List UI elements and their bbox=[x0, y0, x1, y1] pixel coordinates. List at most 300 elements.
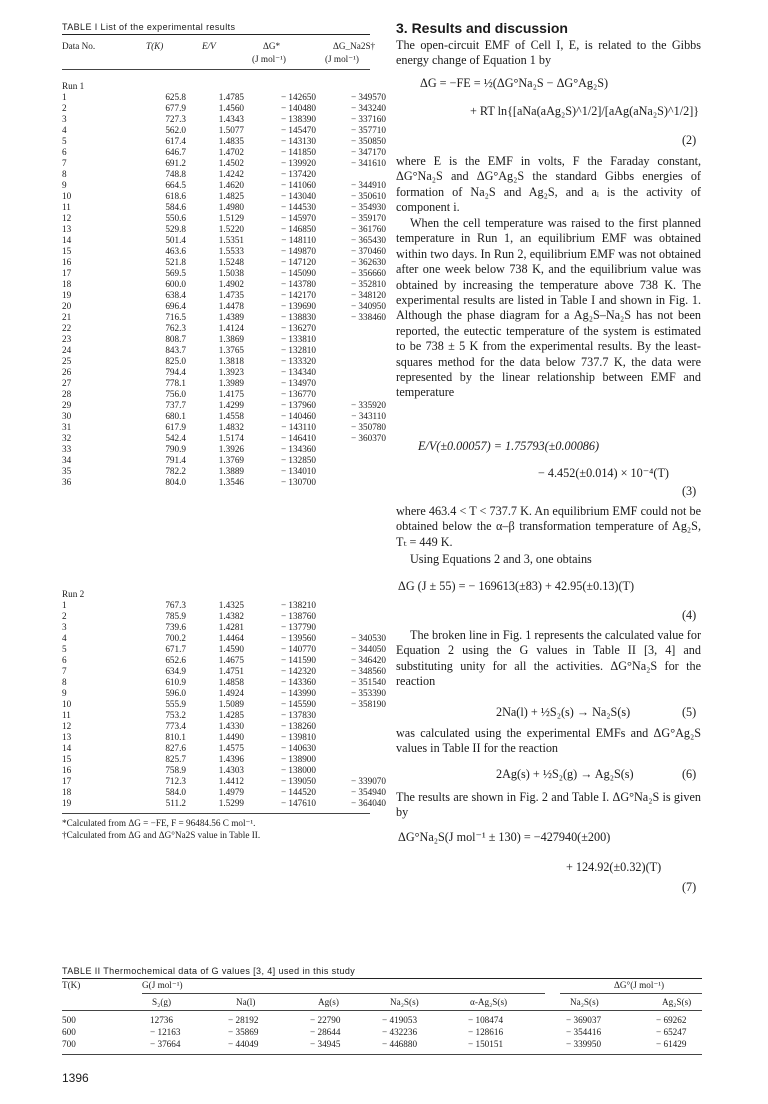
table-row bbox=[62, 411, 386, 422]
table-cell: 739.6 bbox=[165, 622, 186, 632]
table-cell: 1.5248 bbox=[218, 257, 244, 267]
table-cell: − 143110 bbox=[281, 422, 316, 432]
table2-column-header: S₂(g) bbox=[152, 997, 172, 1007]
table2-header-dg: ΔG°(J mol⁻¹) bbox=[614, 980, 665, 990]
table-cell: 748.8 bbox=[165, 169, 186, 179]
table-cell: − 134360 bbox=[280, 444, 316, 454]
table-row bbox=[62, 776, 386, 787]
table-row bbox=[62, 158, 386, 169]
table-cell: 737.7 bbox=[165, 400, 186, 410]
table-cell: 1.5038 bbox=[218, 268, 244, 278]
table-cell: 18 bbox=[62, 787, 72, 797]
table2-cell: − 339950 bbox=[566, 1039, 602, 1049]
table-cell bbox=[316, 622, 386, 633]
table-cell: 27 bbox=[62, 378, 72, 388]
table-cell bbox=[316, 743, 386, 754]
table2-cell: − 61429 bbox=[656, 1039, 687, 1049]
table-cell: 16 bbox=[62, 257, 72, 267]
table-cell: 14 bbox=[62, 743, 72, 753]
table1-head-rule bbox=[62, 69, 370, 70]
table-cell: 562.0 bbox=[165, 125, 186, 135]
table1-run2-body bbox=[62, 600, 386, 809]
table-cell: − 139920 bbox=[280, 158, 316, 168]
table-row bbox=[62, 644, 386, 655]
table1-unit-dgna2s: (J mol⁻¹) bbox=[325, 54, 359, 64]
table-cell: 1.4902 bbox=[218, 279, 244, 289]
table-row bbox=[62, 268, 386, 279]
table-row bbox=[62, 732, 386, 743]
table-cell: 17 bbox=[62, 268, 72, 278]
table-row bbox=[62, 378, 386, 389]
table-cell: 521.8 bbox=[165, 257, 186, 267]
table-cell: − 141060 bbox=[280, 180, 316, 190]
table-cell: 11 bbox=[62, 710, 71, 720]
table-cell: − 136270 bbox=[280, 323, 316, 333]
table1-header-temp: T(K) bbox=[146, 41, 164, 51]
table-cell: − 138900 bbox=[280, 754, 316, 764]
table-cell bbox=[316, 389, 386, 400]
table2-cell: − 432236 bbox=[382, 1027, 418, 1037]
table-cell: 33 bbox=[62, 444, 72, 454]
table2-row-temp: 600 bbox=[62, 1027, 76, 1037]
table-row bbox=[62, 169, 386, 180]
table2-cell: − 37664 bbox=[150, 1039, 181, 1049]
table-cell: 696.4 bbox=[165, 301, 186, 311]
table-cell: − 137420 bbox=[280, 169, 316, 179]
table-cell: 1.4325 bbox=[218, 600, 244, 610]
table-cell: 808.7 bbox=[165, 334, 186, 344]
table-row bbox=[62, 611, 386, 622]
table-cell: − 140770 bbox=[280, 644, 316, 654]
table-cell: − 143780 bbox=[280, 279, 316, 289]
table-row bbox=[62, 257, 386, 268]
table2-column-header: Ag(s) bbox=[318, 997, 339, 1007]
table2-cell: − 28644 bbox=[310, 1027, 341, 1037]
table-cell bbox=[316, 378, 386, 389]
table-cell: − 354930 bbox=[350, 202, 386, 212]
table2-cell: − 128616 bbox=[468, 1027, 504, 1037]
table-cell: 4 bbox=[62, 633, 67, 643]
table1-top-rule bbox=[62, 34, 370, 35]
table-cell: 778.1 bbox=[165, 378, 186, 388]
table2-cell: − 34945 bbox=[310, 1039, 341, 1049]
equation-3-number: (3) bbox=[682, 484, 697, 498]
paragraph-4: where 463.4 < T < 737.7 K. An equilibrium EMF could not be obtained below the α–β transformation temperature of Ag₂S, Tₜ = 449 K. bbox=[396, 504, 701, 549]
table-cell: 762.3 bbox=[165, 323, 186, 333]
table-cell: − 146850 bbox=[280, 224, 316, 234]
table-cell: 584.6 bbox=[165, 202, 186, 212]
table-cell: 1.5351 bbox=[218, 235, 244, 245]
table-cell: 727.3 bbox=[165, 114, 186, 124]
table1-footnote1: *Calculated from ΔG = −FE, F = 96484.56 C mol⁻¹. bbox=[62, 818, 256, 828]
table-cell bbox=[316, 732, 386, 743]
table-row bbox=[62, 180, 386, 191]
table-cell: − 138390 bbox=[280, 114, 316, 124]
table-cell: − 358190 bbox=[350, 699, 386, 709]
table-cell: − 136770 bbox=[280, 389, 316, 399]
table-row bbox=[62, 688, 386, 699]
table-cell: − 338460 bbox=[350, 312, 386, 322]
table-cell: 29 bbox=[62, 400, 72, 410]
table-cell: 23 bbox=[62, 334, 72, 344]
table-cell: 1.3869 bbox=[218, 334, 244, 344]
table-cell: 1 bbox=[62, 92, 67, 102]
table-cell: 1.4343 bbox=[218, 114, 244, 124]
table-cell: − 138210 bbox=[280, 600, 316, 610]
equation-7-line2: + 124.92(±0.32)(T) bbox=[566, 860, 662, 874]
table-cell: − 365430 bbox=[350, 235, 386, 245]
paragraph-8: The results are shown in Fig. 2 and Table I. ΔG°Na₂S is given by bbox=[396, 790, 701, 820]
table-row bbox=[62, 92, 386, 103]
table-cell bbox=[316, 611, 386, 622]
table2-top-rule bbox=[62, 978, 702, 979]
table-cell: − 134970 bbox=[280, 378, 316, 388]
table-cell bbox=[316, 323, 386, 334]
table-row bbox=[62, 710, 386, 721]
table-cell: 501.4 bbox=[165, 235, 186, 245]
table-cell: 758.9 bbox=[165, 765, 186, 775]
table-row bbox=[62, 754, 386, 765]
table-row bbox=[62, 633, 386, 644]
table-cell: − 141590 bbox=[280, 655, 316, 665]
table-cell: − 337160 bbox=[350, 114, 386, 124]
table-cell: 6 bbox=[62, 147, 67, 157]
table-row bbox=[62, 622, 386, 633]
table-cell: 463.6 bbox=[165, 246, 186, 256]
table-cell: 716.5 bbox=[165, 312, 186, 322]
table2-row-temp: 700 bbox=[62, 1039, 76, 1049]
table-cell bbox=[316, 754, 386, 765]
table-cell: − 139810 bbox=[280, 732, 316, 742]
paragraph-1: The open-circuit EMF of Cell I, E, is related to the Gibbs energy change of Equation 1 by bbox=[396, 38, 701, 68]
paragraph-6: The broken line in Fig. 1 represents the calculated value for Equation 2 using the G values in Table II [3, 4] and substituting unity for all the activities. ΔG°Na₂S for the reaction bbox=[396, 628, 701, 689]
table-cell: 13 bbox=[62, 732, 72, 742]
table1-footnote2: †Calculated from ΔG and ΔG°Na2S value in Table II. bbox=[62, 830, 261, 840]
table-cell: − 348560 bbox=[350, 666, 386, 676]
table-cell: − 144520 bbox=[280, 787, 316, 797]
table-cell: − 147610 bbox=[280, 798, 316, 808]
table2-cell: − 65247 bbox=[656, 1027, 687, 1037]
table-cell: − 138260 bbox=[280, 721, 316, 731]
equation-5-number: (5) bbox=[682, 705, 697, 719]
table-cell: 827.6 bbox=[165, 743, 186, 753]
table1-header-dgna2s: ΔG_Na2S† bbox=[333, 41, 376, 51]
table-cell: − 140480 bbox=[280, 103, 316, 113]
table-cell: 700.2 bbox=[165, 633, 186, 643]
table-cell: 610.9 bbox=[165, 677, 186, 687]
table-cell: 1.4124 bbox=[218, 323, 244, 333]
table-cell: − 343240 bbox=[350, 103, 386, 113]
table-cell: 1.3769 bbox=[218, 455, 244, 465]
table-row bbox=[62, 721, 386, 732]
table1-run1-body bbox=[62, 92, 386, 488]
table-row bbox=[62, 455, 386, 466]
table-cell: − 145970 bbox=[280, 213, 316, 223]
table1-bottom-rule bbox=[62, 813, 370, 814]
table-cell: − 140460 bbox=[280, 411, 316, 421]
table-cell: 825.0 bbox=[165, 356, 186, 366]
table-cell: 35 bbox=[62, 466, 72, 476]
table-cell: 825.7 bbox=[165, 754, 186, 764]
table-cell: 32 bbox=[62, 433, 72, 443]
table-cell: 1.4979 bbox=[218, 787, 244, 797]
table-cell bbox=[316, 466, 386, 477]
table-cell: 15 bbox=[62, 754, 72, 764]
table-cell: − 350850 bbox=[350, 136, 386, 146]
table-cell: 1.4412 bbox=[218, 776, 244, 786]
table-cell: − 132850 bbox=[280, 455, 316, 465]
table-cell: 790.9 bbox=[165, 444, 186, 454]
table-cell: 1.5129 bbox=[218, 213, 244, 223]
table-cell bbox=[316, 455, 386, 466]
table-cell: 618.6 bbox=[165, 191, 186, 201]
table-cell: − 140630 bbox=[280, 743, 316, 753]
table2-cell: − 446880 bbox=[382, 1039, 418, 1049]
table-cell: 677.9 bbox=[165, 103, 186, 113]
table-cell: 638.4 bbox=[165, 290, 186, 300]
section-title: 3. Results and discussion bbox=[396, 20, 568, 36]
table-cell: 21 bbox=[62, 312, 72, 322]
table-cell: − 142650 bbox=[280, 92, 316, 102]
table-cell: − 143990 bbox=[280, 688, 316, 698]
table-cell: 756.0 bbox=[165, 389, 186, 399]
table-cell: 2 bbox=[62, 611, 67, 621]
equation-6: 2Ag(s) + ½S₂(g) → Ag₂S(s) bbox=[496, 767, 634, 781]
table-cell: − 144530 bbox=[280, 202, 316, 212]
table-cell: 1.4242 bbox=[218, 169, 244, 179]
table-cell bbox=[316, 367, 386, 378]
table2-cell: − 69262 bbox=[656, 1015, 687, 1025]
table-cell: 10 bbox=[62, 191, 72, 201]
table-cell: 8 bbox=[62, 169, 67, 179]
table2-column-header: Na₂S(s) bbox=[570, 997, 599, 1007]
table-cell bbox=[316, 356, 386, 367]
table-cell: 1.4575 bbox=[218, 743, 244, 753]
page-number: 1396 bbox=[62, 1071, 89, 1085]
table-row bbox=[62, 798, 386, 809]
table-cell: 1.4382 bbox=[218, 611, 244, 621]
paragraph-3: When the cell temperature was raised to the first planned temperature in Run 1, an equilibrium EMF was obtained within two days. In Run 2, equilibrium EMF was not obtained after one week below 738 K, and the equilibrium value was obtained by increasing the temperature above 738 K. The experimental results are listed in Table I and shown in Fig. 1. Although the phase diagram for a Ag₂S–Na₂S has not been reported, the eutectic temperature of the system is estimated to be 738 ± 5 K from the experimental results. By the least-squares method for the data below 737.7 K, the data were represented by the linear relationship between EMF and temperature bbox=[396, 216, 701, 400]
table-cell: − 138000 bbox=[280, 765, 316, 775]
table-cell: 2 bbox=[62, 103, 67, 113]
table-cell: 542.4 bbox=[165, 433, 186, 443]
table-cell: 3 bbox=[62, 622, 67, 632]
table-cell: 634.9 bbox=[165, 666, 186, 676]
table-cell: 28 bbox=[62, 389, 72, 399]
table-cell: 1.4558 bbox=[218, 411, 244, 421]
table2-cell: − 419053 bbox=[382, 1015, 418, 1025]
table-cell bbox=[316, 334, 386, 345]
table-row bbox=[62, 787, 386, 798]
table-cell: 691.2 bbox=[165, 158, 186, 168]
table1-header-emf: E/V bbox=[202, 41, 216, 51]
table-row bbox=[62, 356, 386, 367]
table-row bbox=[62, 290, 386, 301]
table-cell: − 137960 bbox=[280, 400, 316, 410]
table-cell: − 146410 bbox=[280, 433, 316, 443]
table-cell: 753.2 bbox=[165, 710, 186, 720]
table-cell: − 137790 bbox=[280, 622, 316, 632]
table-cell: − 357710 bbox=[350, 125, 386, 135]
table-cell: 1.4835 bbox=[218, 136, 244, 146]
table2-header-g: G(J mol⁻¹) bbox=[142, 980, 183, 990]
table-row bbox=[62, 114, 386, 125]
table-cell: 1.4502 bbox=[218, 158, 244, 168]
table1-run1-label: Run 1 bbox=[62, 81, 85, 91]
table-cell: − 352810 bbox=[350, 279, 386, 289]
table2-g-rule bbox=[142, 993, 545, 994]
table-cell: 1.3989 bbox=[218, 378, 244, 388]
table-cell: 569.5 bbox=[165, 268, 186, 278]
table-row bbox=[62, 312, 386, 323]
table-cell: − 353390 bbox=[350, 688, 386, 698]
table-cell bbox=[316, 477, 386, 488]
table-cell: − 137830 bbox=[280, 710, 316, 720]
table-row bbox=[62, 301, 386, 312]
table1-unit-dg: (J mol⁻¹) bbox=[252, 54, 286, 64]
table-cell: 8 bbox=[62, 677, 67, 687]
table-row bbox=[62, 389, 386, 400]
table-row bbox=[62, 699, 386, 710]
table-row bbox=[62, 191, 386, 202]
table-cell: 1.5077 bbox=[218, 125, 244, 135]
table-cell: − 141850 bbox=[280, 147, 316, 157]
table-cell: 1.4590 bbox=[218, 644, 244, 654]
table2-cell: − 28192 bbox=[228, 1015, 259, 1025]
table-cell: − 343110 bbox=[351, 411, 386, 421]
table-cell: − 149870 bbox=[280, 246, 316, 256]
table-cell: 1.4175 bbox=[218, 389, 244, 399]
table-row bbox=[62, 246, 386, 257]
equation-2-line1: ΔG = −FE = ½(ΔG°Na₂S − ΔG°Ag₂S) bbox=[420, 76, 609, 90]
table-cell: 9 bbox=[62, 180, 67, 190]
table-cell: − 130700 bbox=[280, 477, 316, 487]
table-cell: 1.4478 bbox=[218, 301, 244, 311]
table-cell: 1.3923 bbox=[218, 367, 244, 377]
table-row bbox=[62, 743, 386, 754]
table-cell: 9 bbox=[62, 688, 67, 698]
equation-4-number: (4) bbox=[682, 608, 697, 622]
table-cell: − 350780 bbox=[350, 422, 386, 432]
table-row bbox=[62, 345, 386, 356]
table-row bbox=[62, 765, 386, 776]
table-cell: − 354940 bbox=[350, 787, 386, 797]
table-cell: − 147120 bbox=[280, 257, 316, 267]
table-cell: 785.9 bbox=[165, 611, 186, 621]
table-cell: 1.4303 bbox=[218, 765, 244, 775]
table-cell: − 148110 bbox=[281, 235, 316, 245]
table-row bbox=[62, 400, 386, 411]
table2-header-temp: T(K) bbox=[62, 980, 81, 990]
table-cell: 794.4 bbox=[165, 367, 186, 377]
table-row bbox=[62, 444, 386, 455]
table-cell: − 133320 bbox=[280, 356, 316, 366]
table-cell: 1.3889 bbox=[218, 466, 244, 476]
table-cell: − 350610 bbox=[350, 191, 386, 201]
table2-column-header: Ag₂S(s) bbox=[662, 997, 692, 1007]
table2-column-header: α-Ag₂S(s) bbox=[470, 997, 508, 1007]
equation-7-line1: ΔG°Na₂S(J mol⁻¹ ± 130) = −427940(±200) bbox=[398, 830, 611, 844]
table-cell: − 142170 bbox=[280, 290, 316, 300]
table-cell: − 143130 bbox=[280, 136, 316, 146]
table-cell: 791.4 bbox=[165, 455, 186, 465]
table-cell: 555.9 bbox=[165, 699, 186, 709]
table2-column-header: Na(l) bbox=[236, 997, 256, 1007]
table-cell: − 142320 bbox=[280, 666, 316, 676]
table-cell: 600.0 bbox=[165, 279, 186, 289]
table-cell: − 134010 bbox=[280, 466, 316, 476]
table-cell: 1.4396 bbox=[218, 754, 244, 764]
equation-3-line2: − 4.452(±0.014) × 10⁻⁴(T) bbox=[538, 466, 669, 480]
table-cell: − 347170 bbox=[350, 147, 386, 157]
table-cell: 20 bbox=[62, 301, 72, 311]
table-cell: 11 bbox=[62, 202, 71, 212]
table-cell: 1.4751 bbox=[218, 666, 244, 676]
table-cell: 617.9 bbox=[165, 422, 186, 432]
table-cell: 671.7 bbox=[165, 644, 186, 654]
table-cell: 646.7 bbox=[165, 147, 186, 157]
table-cell: 6 bbox=[62, 655, 67, 665]
paragraph-2: where E is the EMF in volts, F the Faraday constant, ΔG°Na₂S and ΔG°Ag₂S the standard Gibbs energies of formation of Na₂S and Ag₂S, and aᵢ is the activity of component i. bbox=[396, 154, 701, 215]
table-cell: 1.4785 bbox=[218, 92, 244, 102]
table-cell: 1.5174 bbox=[218, 433, 244, 443]
table-cell: 810.1 bbox=[165, 732, 186, 742]
table-cell: 17 bbox=[62, 776, 72, 786]
table-row bbox=[62, 655, 386, 666]
table-cell: 15 bbox=[62, 246, 72, 256]
table-cell: 1.4490 bbox=[218, 732, 244, 742]
table-cell: 652.6 bbox=[165, 655, 186, 665]
table2-cell: 12736 bbox=[150, 1015, 173, 1025]
table-cell: 7 bbox=[62, 158, 67, 168]
table-row bbox=[62, 202, 386, 213]
table-cell: 511.2 bbox=[165, 798, 186, 808]
table-cell: 1.3818 bbox=[218, 356, 244, 366]
equation-3-line1: E/V(±0.00057) = 1.75793(±0.00086) bbox=[418, 439, 600, 453]
table-cell: 7 bbox=[62, 666, 67, 676]
table-cell: 14 bbox=[62, 235, 72, 245]
table-row bbox=[62, 224, 386, 235]
table-cell: − 138830 bbox=[280, 312, 316, 322]
table-cell: 1.4464 bbox=[218, 633, 244, 643]
table-cell: − 356660 bbox=[350, 268, 386, 278]
table-cell: 13 bbox=[62, 224, 72, 234]
table-cell: 1 bbox=[62, 600, 67, 610]
paragraph-7: was calculated using the experimental EMFs and ΔG°Ag₂S values in Table II for the reaction bbox=[396, 726, 701, 756]
table2-cell: − 108474 bbox=[468, 1015, 504, 1025]
table1-caption: TABLE I List of the experimental results bbox=[62, 22, 236, 32]
table-cell bbox=[316, 345, 386, 356]
table-cell: − 359170 bbox=[350, 213, 386, 223]
table-row bbox=[62, 103, 386, 114]
table-cell: 1.4675 bbox=[218, 655, 244, 665]
table-cell: 782.2 bbox=[165, 466, 186, 476]
table-cell: 1.4299 bbox=[218, 400, 244, 410]
table2-row-temp: 500 bbox=[62, 1015, 76, 1025]
table-cell: − 344910 bbox=[350, 180, 386, 190]
table-row bbox=[62, 279, 386, 290]
table-row bbox=[62, 147, 386, 158]
table1-header-dg: ΔG* bbox=[263, 41, 281, 51]
table-cell: 1.4620 bbox=[218, 180, 244, 190]
table-row bbox=[62, 433, 386, 444]
table-cell: − 364040 bbox=[350, 798, 386, 808]
equation-5: 2Na(l) + ½S₂(s) → Na₂S(s) bbox=[496, 705, 631, 719]
table-cell: 584.0 bbox=[165, 787, 186, 797]
table2-cell: − 12163 bbox=[150, 1027, 181, 1037]
table-cell: 12 bbox=[62, 213, 72, 223]
table-cell: − 143040 bbox=[280, 191, 316, 201]
